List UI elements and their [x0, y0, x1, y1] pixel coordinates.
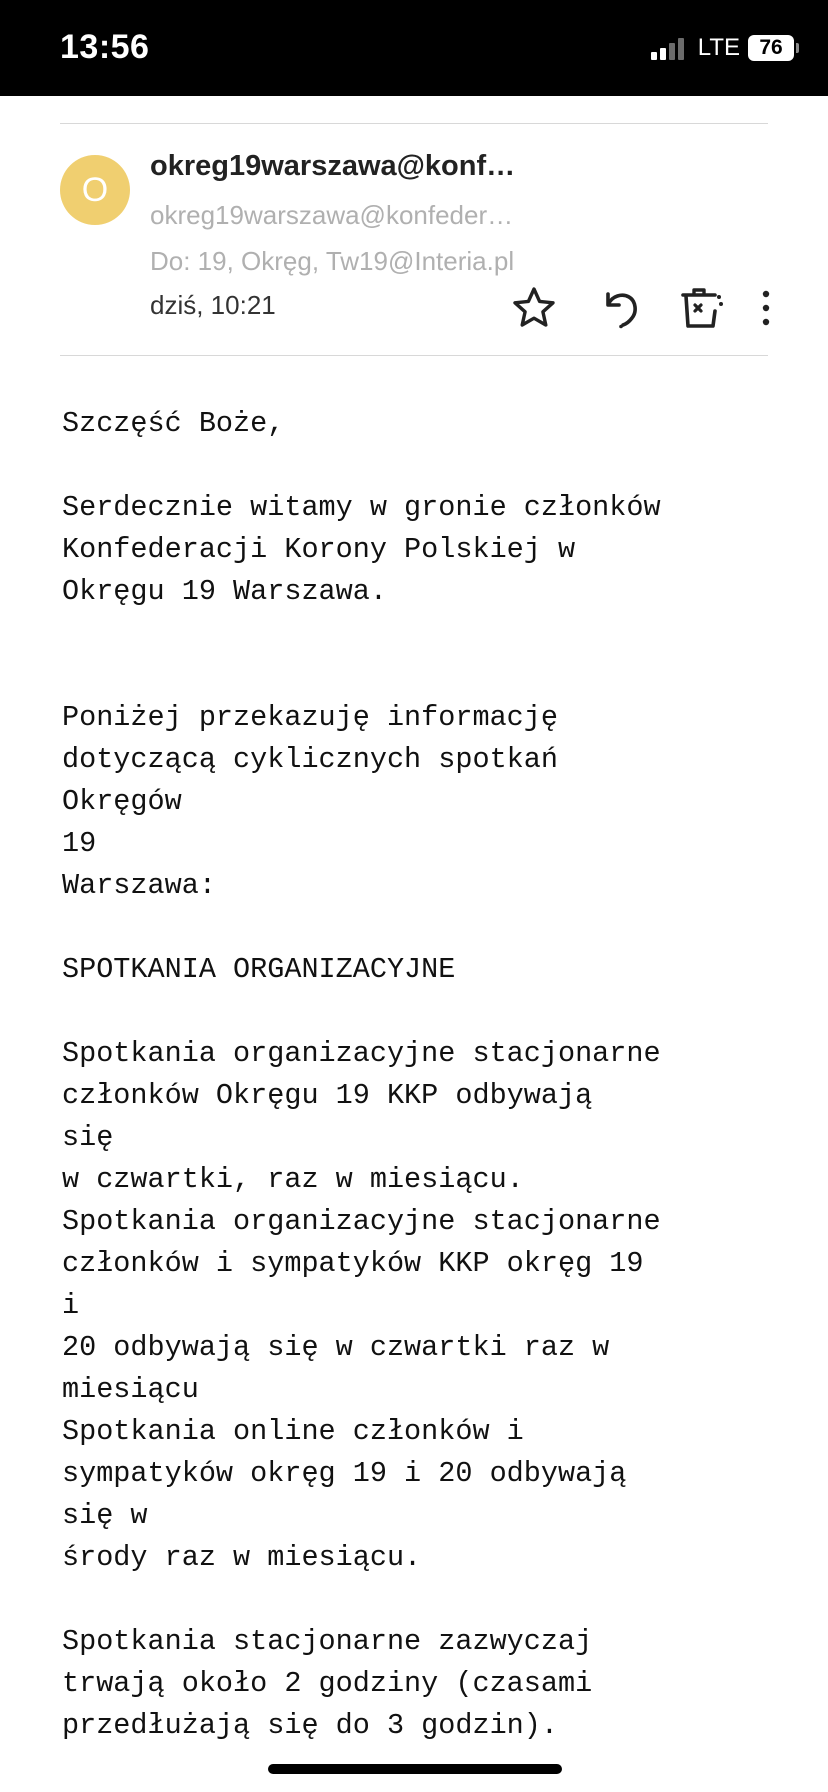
recipients[interactable]: Do: 19, Okręg, Tw19@Interia.pl — [150, 246, 515, 276]
battery-icon — [748, 35, 794, 61]
email-date: dziś, 10:21 — [150, 290, 276, 320]
battery-level: 76 — [759, 36, 783, 59]
sender-email: okreg19warszawa@konfeder… — [150, 200, 514, 230]
star-button[interactable] — [508, 282, 560, 334]
status-indicators — [651, 34, 794, 62]
status-time: 13:56 — [60, 28, 150, 66]
sender-avatar[interactable] — [60, 155, 130, 225]
previous-header-fragment — [60, 86, 220, 96]
star-icon — [510, 284, 558, 332]
signal-icon — [651, 36, 684, 60]
home-indicator[interactable] — [268, 1764, 562, 1774]
status-bar — [0, 0, 828, 96]
reply-button[interactable] — [594, 282, 646, 334]
more-button[interactable] — [750, 282, 782, 334]
avatar-letter: O — [81, 170, 109, 209]
header-divider-top — [60, 123, 768, 124]
delete-button[interactable] — [676, 282, 728, 334]
reply-icon — [596, 284, 644, 332]
network-type: LTE — [697, 34, 740, 61]
header-divider-bottom — [60, 355, 768, 356]
trash-icon — [677, 283, 727, 333]
email-body: Szczęść Boże, Serdecznie witamy w gronie członków Konfederacji Korony Polskiej w Okręgu 19 Warszawa. Poniżej przekazuję informację dotyczącą cyklicznych spotkań Okręgów 19 Warszawa: SPOTKANIA ORGANIZACYJNE Spotkania organizacyjne stacjonarne członków Okręgu 19 KKP odbywają się w czwartki, raz w miesiącu. Spotkania organizacyjne stacjonarne członków i sympatyków KKP okręg 19 i 20 odbywają się w czwartki raz w miesiącu Spotkania online członków i sympatyków okręg 19 i 20 odbywają się w środy raz w miesiącu. Spotkania stacjonarne zazwyczaj trwają około 2 godziny (czasami przedłużają się do 3 godzin). — [62, 407, 661, 1742]
sender-name[interactable]: okreg19warszawa@konf… — [150, 150, 516, 182]
more-vertical-icon — [761, 288, 771, 328]
